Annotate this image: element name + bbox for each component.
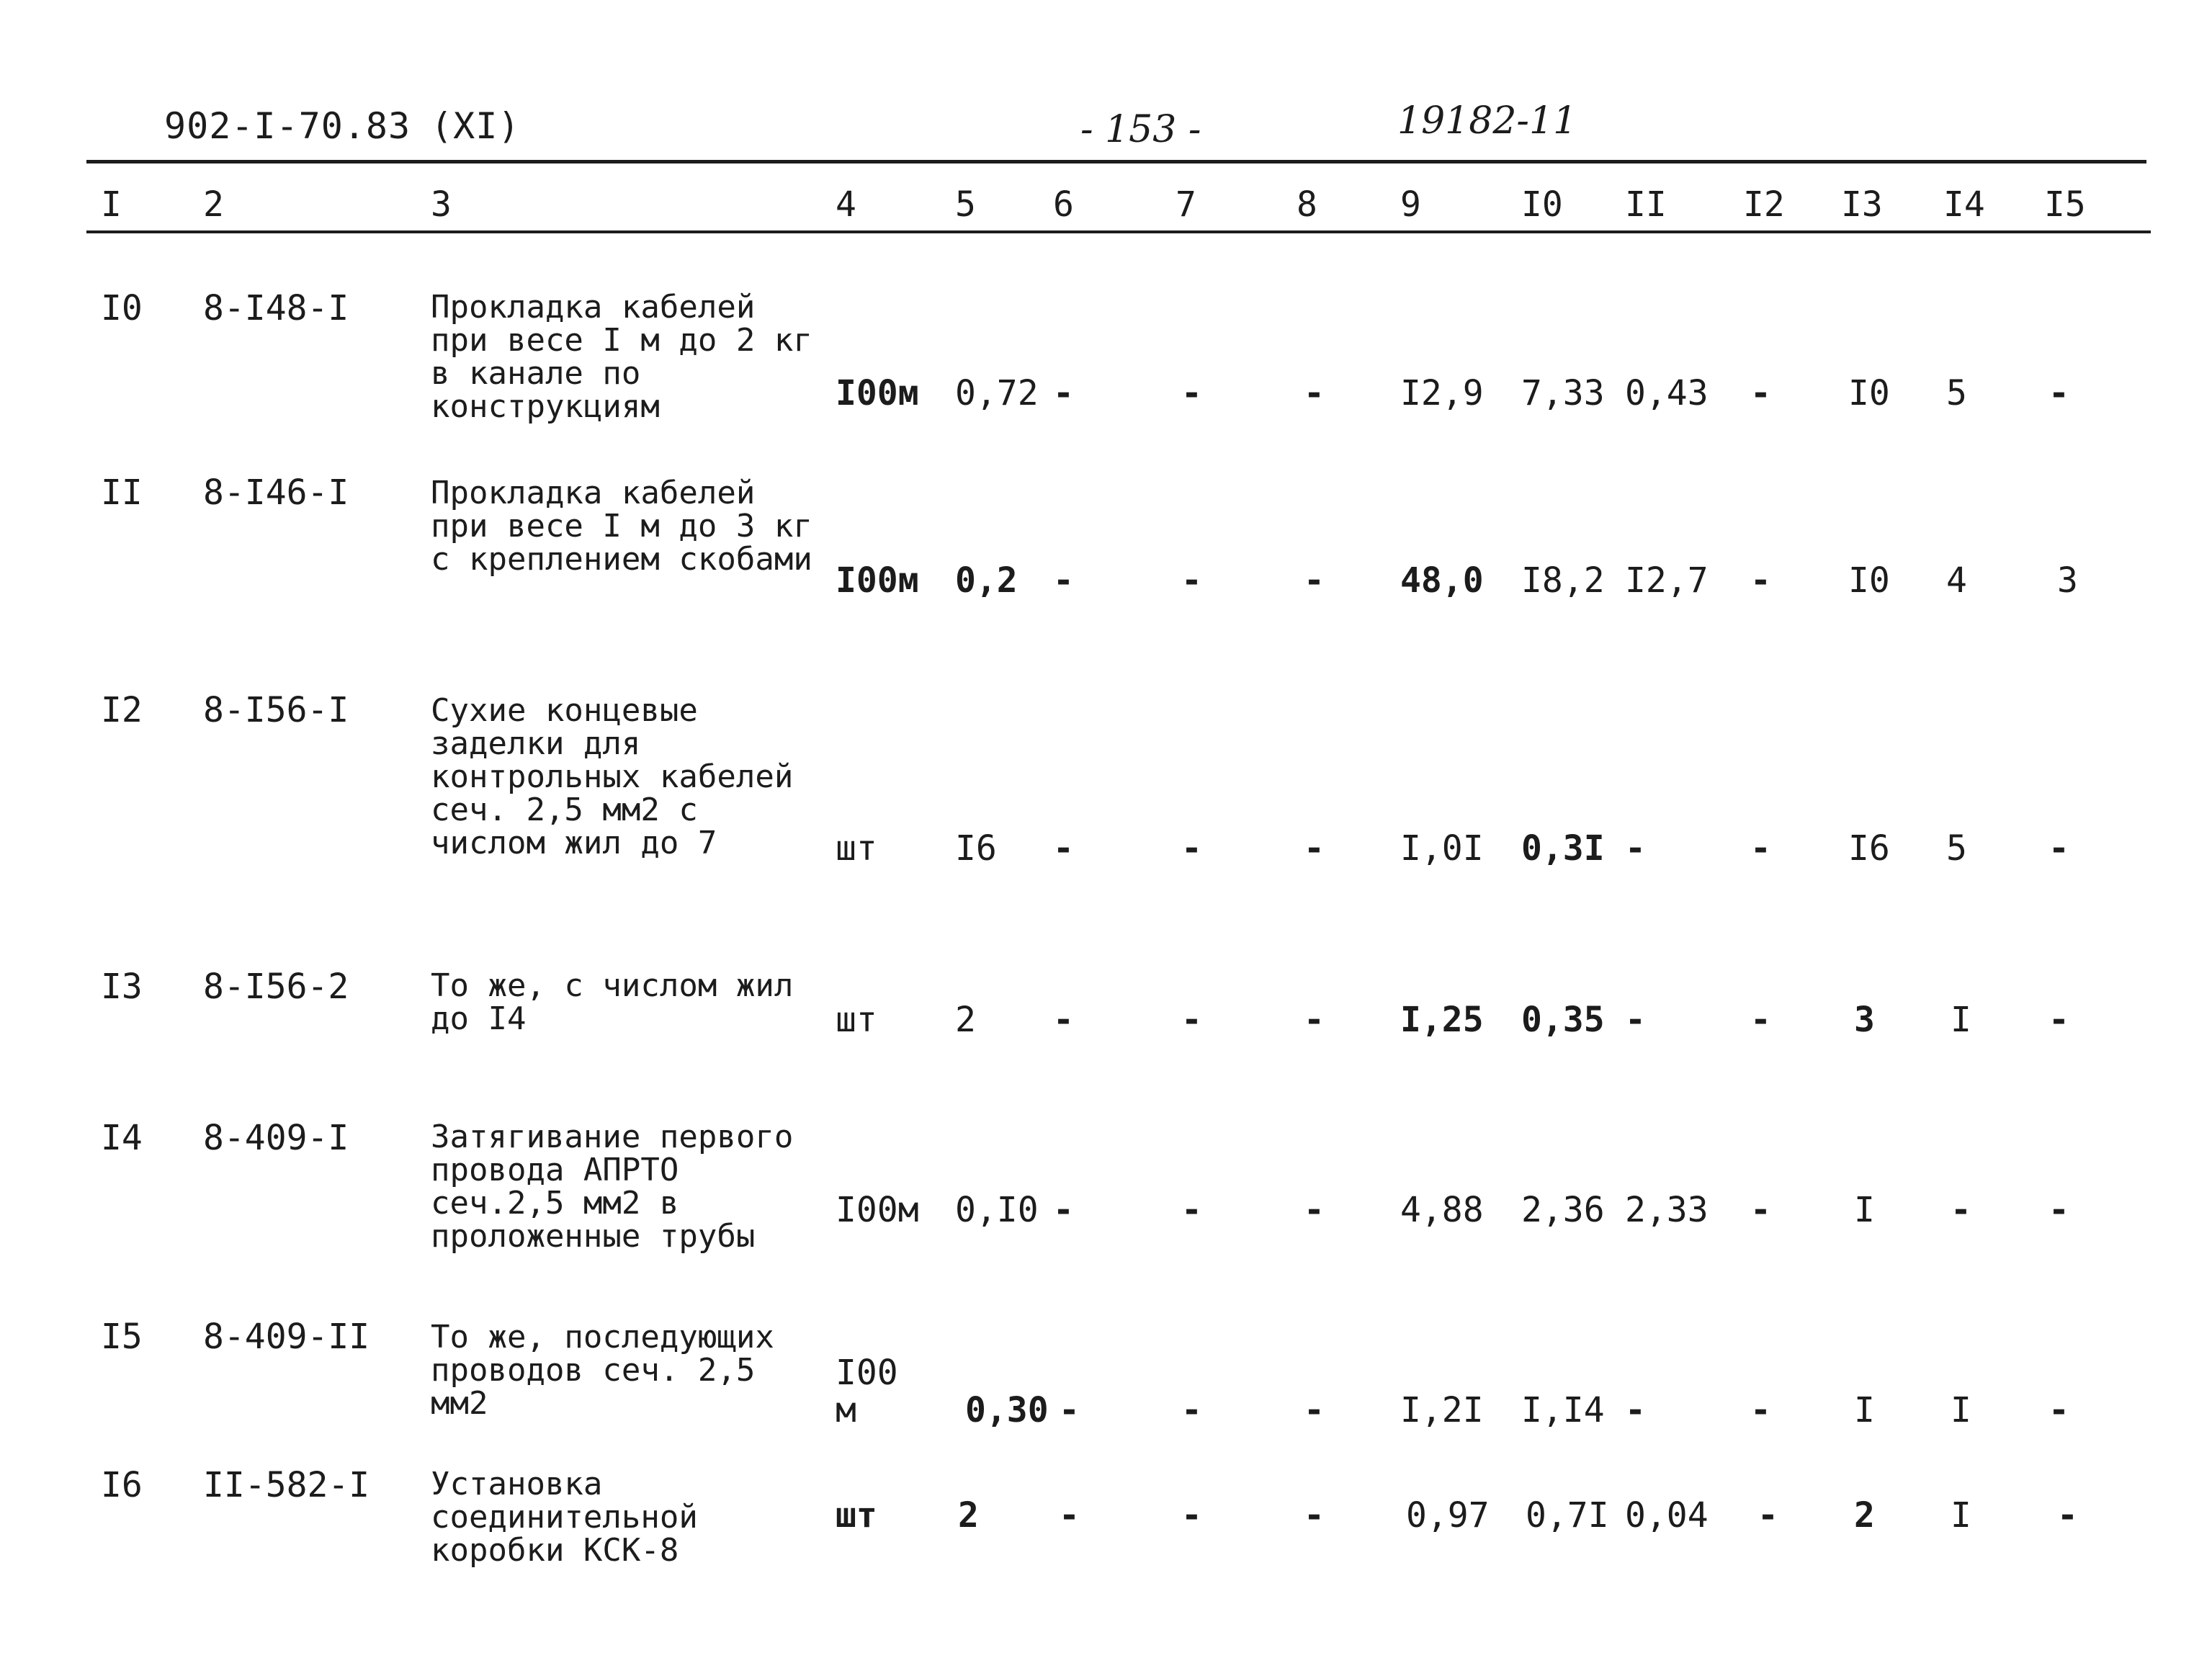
value-col6: - (1059, 1390, 1080, 1430)
value-col9: I,25 (1400, 1000, 1484, 1040)
column-number: I4 (1943, 184, 1985, 225)
value-col13: I (1854, 1190, 1875, 1230)
column-number: I5 (2044, 184, 2086, 225)
column-number: 4 (836, 184, 856, 225)
doc-section: (XI) (431, 105, 521, 147)
work-description: Установка соединительной коробки КСК-8 (431, 1466, 698, 1569)
row-number: I3 (101, 967, 143, 1007)
value-col12: - (1750, 560, 1771, 601)
work-description: Прокладка кабелей при весе I м до 2 кг в канале по конструкциям (431, 289, 812, 425)
row-number: I0 (101, 288, 143, 328)
column-number: 5 (955, 184, 976, 225)
value-col15: 3 (2057, 560, 2078, 601)
quantity: 2 (955, 1000, 976, 1040)
column-number: 2 (203, 184, 224, 225)
value-col8: - (1304, 1495, 1325, 1536)
value-col15: - (2048, 1190, 2069, 1230)
row-number: I5 (101, 1317, 143, 1357)
column-number: 6 (1053, 184, 1074, 225)
value-col11: - (1625, 1000, 1646, 1040)
value-col9: I,2I (1400, 1390, 1484, 1430)
value-col7: - (1181, 1000, 1202, 1040)
value-col15: - (2048, 1000, 2069, 1040)
page-number: - 153 - (1080, 108, 1201, 151)
value-col13: I0 (1848, 560, 1890, 601)
value-col15: - (2048, 828, 2069, 869)
value-col9: 0,97 (1406, 1495, 1490, 1536)
value-col10: 7,33 (1521, 373, 1605, 413)
rate-code: 8-I48-I (203, 288, 349, 328)
row-number: I4 (101, 1118, 143, 1158)
unit: шт (836, 828, 877, 869)
column-number: I2 (1743, 184, 1785, 225)
quantity: I6 (955, 828, 997, 869)
value-col15: - (2057, 1495, 2078, 1536)
value-col9: 48,0 (1400, 560, 1484, 601)
value-col15: - (2048, 1390, 2069, 1430)
value-col8: - (1304, 1000, 1325, 1040)
value-col11: 0,04 (1625, 1495, 1709, 1536)
value-col6: - (1053, 1190, 1074, 1230)
header-bottom-rule (86, 230, 2151, 233)
value-col8: - (1304, 373, 1325, 413)
value-col12: - (1750, 1390, 1771, 1430)
value-col14: - (1951, 1190, 1971, 1230)
value-col10: 0,3I (1521, 828, 1605, 869)
rate-code: II-582-I (203, 1465, 370, 1505)
handwritten-reference: 19182-11 (1397, 99, 1577, 143)
value-col14: I (1951, 1000, 1971, 1040)
value-col8: - (1304, 828, 1325, 869)
quantity: 0,2 (955, 560, 1018, 601)
value-col11: - (1625, 828, 1646, 869)
value-col11: 2,33 (1625, 1190, 1709, 1230)
value-col11: - (1625, 1390, 1646, 1430)
value-col15: - (2048, 373, 2069, 413)
work-description: Сухие концевые заделки для контрольных кабелей сеч. 2,5 мм2 с числом жил до 7 (431, 692, 794, 861)
value-col7: - (1181, 828, 1202, 869)
work-description: Затягивание первого провода АПРТО сеч.2,5 мм2 в проложенные трубы (431, 1119, 794, 1255)
row-number: I2 (101, 690, 143, 730)
rate-code: 8-I56-2 (203, 967, 349, 1007)
column-number: I3 (1841, 184, 1883, 225)
value-col13: I6 (1848, 828, 1890, 869)
value-col10: I8,2 (1521, 560, 1605, 601)
value-col10: 2,36 (1521, 1190, 1605, 1230)
value-col8: - (1304, 1190, 1325, 1230)
unit: I00м (836, 373, 919, 413)
column-number: I (101, 184, 122, 225)
value-col12: - (1750, 373, 1771, 413)
value-col10: I,I4 (1521, 1390, 1605, 1430)
value-col6: - (1053, 1000, 1074, 1040)
value-col12: - (1750, 1000, 1771, 1040)
value-col6: - (1053, 828, 1074, 869)
quantity: 0,72 (955, 373, 1039, 413)
quantity: 0,I0 (955, 1190, 1039, 1230)
value-col13: I0 (1848, 373, 1890, 413)
work-description: То же, с числом жил до I4 (431, 967, 794, 1037)
column-number: II (1625, 184, 1667, 225)
unit: I00м (836, 1190, 919, 1230)
row-number: II (101, 472, 143, 513)
work-description: То же, последующих проводов сеч. 2,5 мм2 (431, 1319, 774, 1422)
value-col13: I (1854, 1390, 1875, 1430)
value-col7: - (1181, 1495, 1202, 1536)
value-col7: - (1181, 1190, 1202, 1230)
value-col14: 5 (1946, 828, 1967, 869)
value-col13: 2 (1854, 1495, 1875, 1536)
value-col9: I2,9 (1400, 373, 1484, 413)
value-col11: I2,7 (1625, 560, 1709, 601)
work-description: Прокладка кабелей при весе I м до 3 кг с креплением скобами (431, 475, 812, 578)
value-col9: I,0I (1400, 828, 1484, 869)
rate-code: 8-I56-I (203, 690, 349, 730)
value-col12: - (1750, 828, 1771, 869)
column-number: 7 (1176, 184, 1196, 225)
value-col11: 0,43 (1625, 373, 1709, 413)
quantity: 0,30 (965, 1390, 1049, 1430)
column-number: 8 (1297, 184, 1317, 225)
value-col7: - (1181, 1390, 1202, 1430)
value-col14: 5 (1946, 373, 1967, 413)
value-col8: - (1304, 560, 1325, 601)
value-col6: - (1059, 1495, 1080, 1536)
value-col14: I (1951, 1390, 1971, 1430)
unit: шт (836, 1495, 877, 1536)
unit: шт (836, 1000, 877, 1040)
rate-code: 8-409-I (203, 1118, 349, 1158)
column-number: 3 (431, 184, 452, 225)
rate-code: 8-409-II (203, 1317, 370, 1357)
value-col13: 3 (1854, 1000, 1875, 1040)
value-col9: 4,88 (1400, 1190, 1484, 1230)
top-rule (86, 160, 2146, 163)
unit: I00м (836, 560, 919, 601)
value-col10: 0,35 (1521, 1000, 1605, 1040)
value-col8: - (1304, 1390, 1325, 1430)
unit: I00 м (836, 1353, 898, 1430)
value-col12: - (1757, 1495, 1778, 1536)
value-col7: - (1181, 560, 1202, 601)
quantity: 2 (958, 1495, 979, 1536)
value-col14: 4 (1946, 560, 1967, 601)
value-col10: 0,7I (1526, 1495, 1609, 1536)
value-col12: - (1750, 1190, 1771, 1230)
column-number: I0 (1521, 184, 1563, 225)
column-number: 9 (1400, 184, 1421, 225)
rate-code: 8-I46-I (203, 472, 349, 513)
value-col7: - (1181, 373, 1202, 413)
value-col6: - (1053, 373, 1074, 413)
value-col14: I (1951, 1495, 1971, 1536)
doc-code: 902-I-70.83 (164, 105, 411, 147)
row-number: I6 (101, 1465, 143, 1505)
value-col6: - (1053, 560, 1074, 601)
